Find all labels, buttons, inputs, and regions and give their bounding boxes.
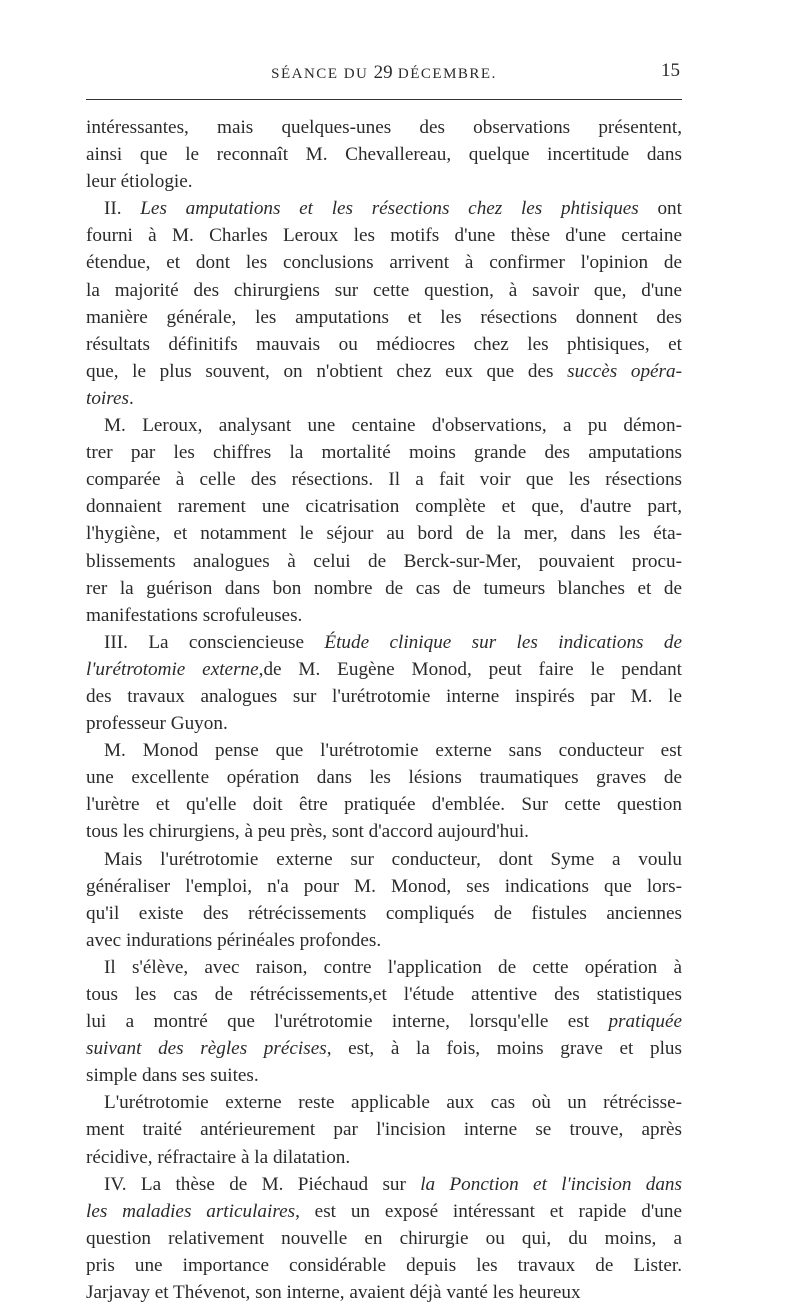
text-line: comparée à celle des résections. Il a fait voir que les résections xyxy=(86,469,682,491)
text-line: une excellente opération dans les lésions traumatiques graves de xyxy=(86,767,682,789)
text-line: les maladies articulaires, est un exposé intéressant et rapide d'une xyxy=(86,1200,682,1222)
text-line: IV. La thèse de M. Piéchaud sur la Ponction et l'incision dans xyxy=(104,1173,682,1195)
text-line: simple dans ses suites. xyxy=(86,1065,259,1087)
text-line: fourni à M. Charles Leroux les motifs d'une thèse d'une certaine xyxy=(86,225,682,247)
text-line: manière générale, les amputations et les résections donnent des xyxy=(86,306,682,328)
text-line: M. Monod pense que l'urétrotomie externe sans conducteur est xyxy=(104,740,682,762)
text-line: suivant des règles précises, est, à la fois, moins grave et plus xyxy=(86,1038,682,1060)
italic-phrase: succès opéra- xyxy=(567,360,683,382)
paragraph xyxy=(86,737,682,845)
text-line: intéressantes, mais quelques-unes des observations présentent, xyxy=(86,117,682,138)
text-line: tous les cas de rétrécissements,et l'étude attentive des statistiques xyxy=(86,984,682,1005)
paragraph xyxy=(86,195,682,412)
text-line: question relativement nouvelle en chirurgie ou qui, du moins, a xyxy=(86,1227,682,1249)
paragraph xyxy=(86,1171,682,1306)
paragraph xyxy=(86,629,682,737)
text-line: M. Leroux, analysant une centaine d'observations, a pu démon- xyxy=(104,415,682,437)
text-line: qu'il existe des rétrécissements compliqués de fistules anciennes xyxy=(86,902,682,924)
text-line: résultats définitifs mauvais ou médiocres chez les phtisiques, et xyxy=(86,333,682,355)
italic-phrase: toires xyxy=(86,387,129,409)
body-text xyxy=(86,114,682,1306)
italic-phrase: pratiquée xyxy=(608,1011,682,1033)
text-line: Mais l'urétrotomie externe sur conducteur, dont Syme a voulu xyxy=(104,848,682,870)
text-line: III. La consciencieuse Étude clinique sur les indications de xyxy=(104,631,682,653)
text-line: l'urétrotomie externe,de M. Eugène Monod, peut faire le pendant xyxy=(86,658,683,680)
text-line: Jarjavay et Thévenot, son interne, avaient déjà vanté les heureux xyxy=(86,1282,581,1304)
text-line: ainsi que le reconnaît M. Chevallereau, quelque incertitude dans xyxy=(86,144,682,166)
text-line: tous les chirurgiens, à peu près, sont d'accord aujourd'hui. xyxy=(86,821,529,843)
italic-phrase: l'urétrotomie externe xyxy=(86,658,259,680)
text-line: manifestations scrofuleuses. xyxy=(86,604,303,626)
paragraph xyxy=(86,412,682,629)
paragraph xyxy=(86,1089,682,1170)
text-line: la majorité des chirurgiens sur cette question, à savoir que, d'une xyxy=(86,279,682,301)
text-line: donnaient rarement une cicatrisation complète et que, d'autre part, xyxy=(86,496,682,518)
text-line: blissements analogues à celui de Berck-sur-Mer, pouvaient procu- xyxy=(86,550,682,572)
text-line: Il s'élève, avec raison, contre l'application de cette opération à xyxy=(104,956,682,978)
text-line: pris une importance considérable depuis les travaux de Lister. xyxy=(86,1254,682,1276)
text-line: leur étiologie. xyxy=(86,171,193,193)
italic-phrase: Les amputations et les résections chez les phtisiques xyxy=(140,198,639,220)
paragraph xyxy=(86,114,682,195)
text-line: ment traité antérieurement par l'incision interne se trouve, après xyxy=(86,1119,682,1141)
italic-phrase: la Ponction et l'incision dans xyxy=(420,1173,682,1195)
italic-phrase: suivant des règles précises xyxy=(86,1038,327,1060)
page-header xyxy=(86,62,682,86)
header-rule xyxy=(86,99,682,100)
text-line: avec indurations périnéales profondes. xyxy=(86,929,382,951)
text-line: II. Les amputations et les résections chez les phtisiques ont xyxy=(104,198,682,220)
text-line: généraliser l'emploi, n'a pour M. Monod, ses indications que lors- xyxy=(86,875,682,897)
italic-phrase: les maladies articulaires xyxy=(86,1200,296,1222)
text-line: trer par les chiffres la mortalité moins grande des amputations xyxy=(86,442,682,464)
text-line: L'urétrotomie externe reste applicable aux cas où un rétrécisse- xyxy=(104,1092,682,1114)
text-line: l'hygiène, et notamment le séjour au bord de la mer, dans les éta- xyxy=(86,523,682,545)
running-head: SÉANCE DU 29 DÉCEMBRE. xyxy=(271,62,497,83)
text-line: lui a montré que l'urétrotomie interne, lorsqu'elle est pratiquée xyxy=(86,1011,682,1033)
text-line: l'urètre et qu'elle doit être pratiquée d'emblée. Sur cette question xyxy=(86,794,682,816)
text-line: toires. xyxy=(86,387,134,409)
page-number: 15 xyxy=(661,60,680,81)
italic-phrase: Étude clinique sur les indications de xyxy=(324,631,682,653)
text-line: étendue, et dont les conclusions arrivent à confirmer l'opinion de xyxy=(86,252,682,274)
paragraph xyxy=(86,954,682,1089)
text-line: récidive, réfractaire à la dilatation. xyxy=(86,1146,351,1168)
text-line: des travaux analogues sur l'urétrotomie interne inspirés par M. le xyxy=(86,685,682,707)
text-line: rer la guérison dans bon nombre de cas de tumeurs blanches et de xyxy=(86,577,682,599)
text-line: que, le plus souvent, on n'obtient chez eux que des succès opéra- xyxy=(86,360,683,382)
text-line: professeur Guyon. xyxy=(86,713,228,735)
paragraph xyxy=(86,846,682,954)
